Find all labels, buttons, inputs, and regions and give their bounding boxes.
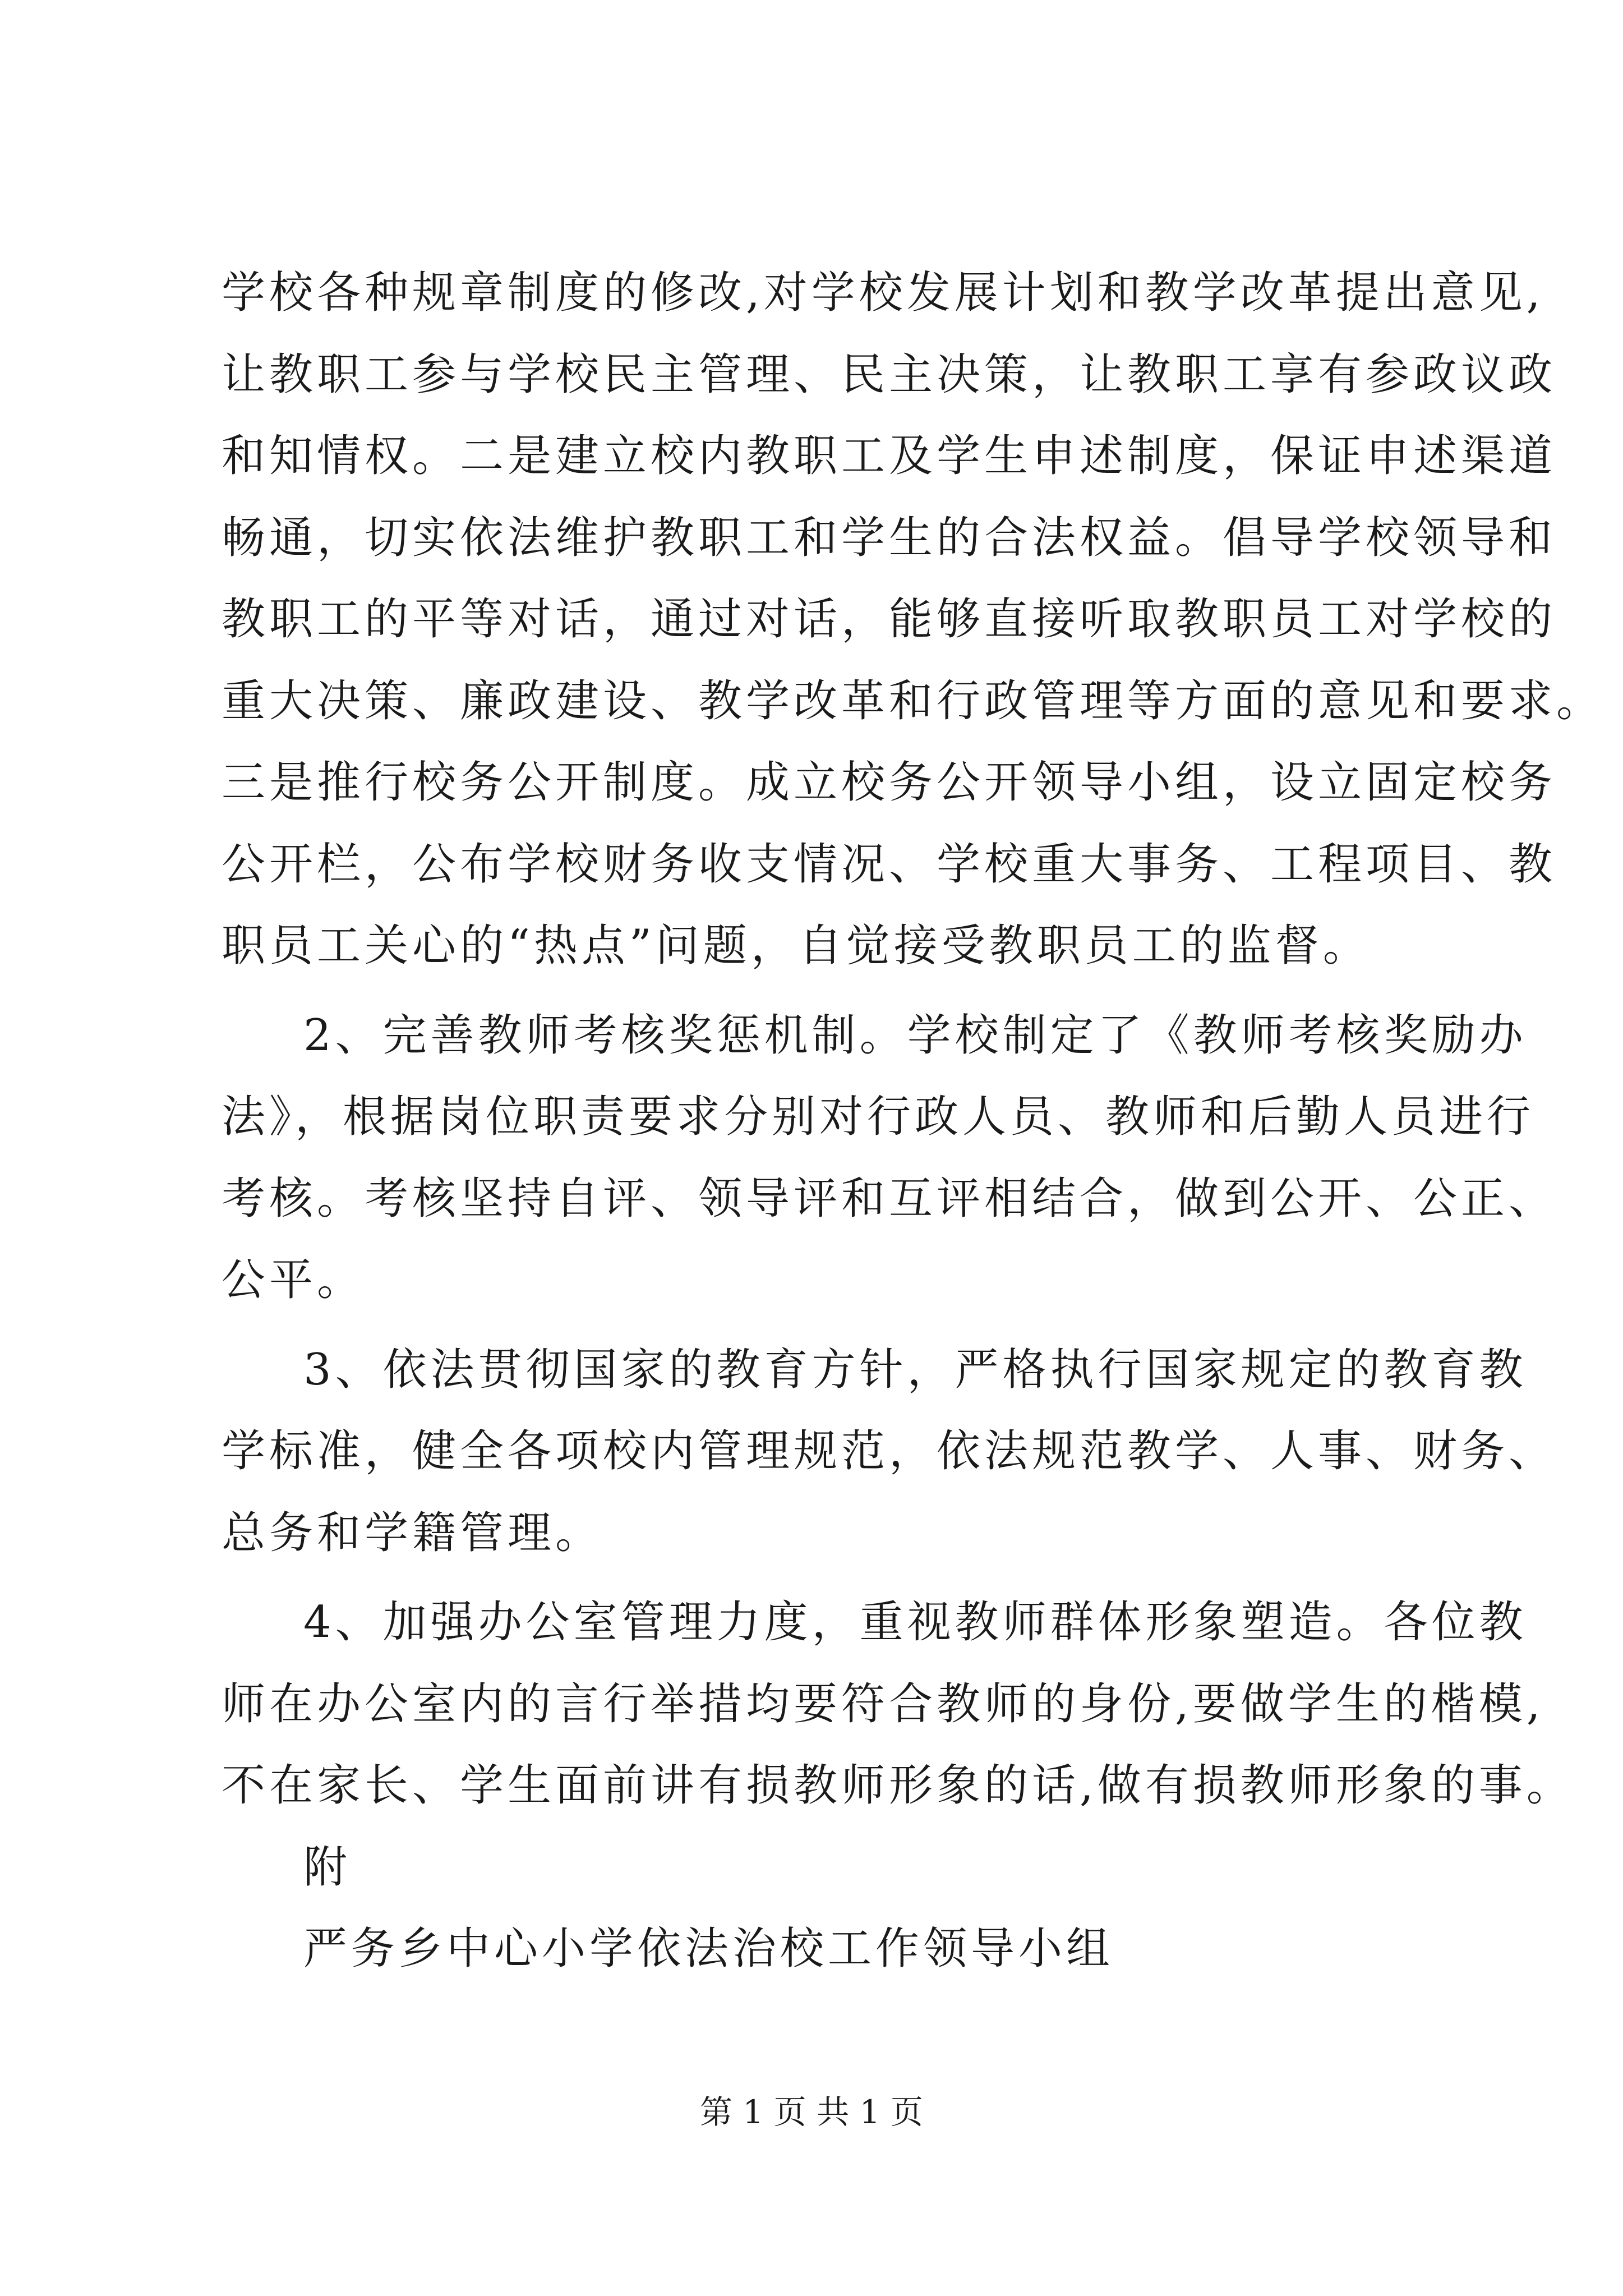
text-line: 师在办公室内的言行举措均要符合教师的身份,要做学生的楷模, [222, 1678, 1544, 1729]
text-line: 公平。 [222, 1255, 365, 1305]
paragraph-3-start: 3、依法贯彻国家的教育方针，严格执行国家规定的教育教 [303, 1344, 1527, 1395]
text-line: 教职工的平等对话，通过对话，能够直接听取教职员工对学校的 [222, 594, 1557, 645]
page-number: 第 1 页 共 1 页 [700, 2093, 923, 2131]
text-line: 三是推行校务公开制度。成立校务公开领导小组，设立固定校务 [222, 757, 1557, 808]
text-line: 公开栏，公布学校财务收支情况、学校重大事务、工程项目、教 [222, 839, 1557, 890]
page-footer [0, 2090, 1623, 2134]
text-line: 学校各种规章制度的修改,对学校发展计划和教学改革提出意见, [222, 268, 1544, 318]
document-body [222, 252, 1604, 1990]
text-line: 和知情权。二是建立校内教职工及学生申述制度，保证申述渠道 [222, 431, 1557, 481]
text-line: 总务和学籍管理。 [222, 1507, 603, 1558]
text-line: 畅通，切实依法维护教职工和学生的合法权益。倡导学校领导和 [222, 512, 1557, 563]
appendix-label: 附 [303, 1842, 352, 1893]
paragraph-4-start: 4、加强办公室管理力度，重视教师群体形象塑造。各位教 [303, 1597, 1527, 1648]
text-line: 考核。考核坚持自评、领导评和互评相结合，做到公开、公正、 [222, 1173, 1557, 1224]
appendix-title: 严务乡中心小学依法治校工作领导小组 [303, 1924, 1114, 1974]
text-line: 法》，根据岗位职责要求分别对行政人员、教师和后勤人员进行 [222, 1092, 1535, 1142]
paragraph-2-start: 2、完善教师考核奖惩机制。学校制定了《教师考核奖励办 [303, 1010, 1527, 1061]
text-line: 让教职工参与学校民主管理、民主决策，让教职工享有参政议政 [222, 349, 1557, 400]
text-line: 不在家长、学生面前讲有损教师形象的话,做有损教师形象的事。 [222, 1760, 1574, 1811]
text-line: 重大决策、廉政建设、教学改革和行政管理等方面的意见和要求。 [222, 675, 1604, 726]
text-line: 职员工关心的“热点”问题，自觉接受教职员工的监督。 [222, 921, 1371, 971]
text-line: 学标准，健全各项校内管理规范，依法规范教学、人事、财务、 [222, 1426, 1557, 1476]
